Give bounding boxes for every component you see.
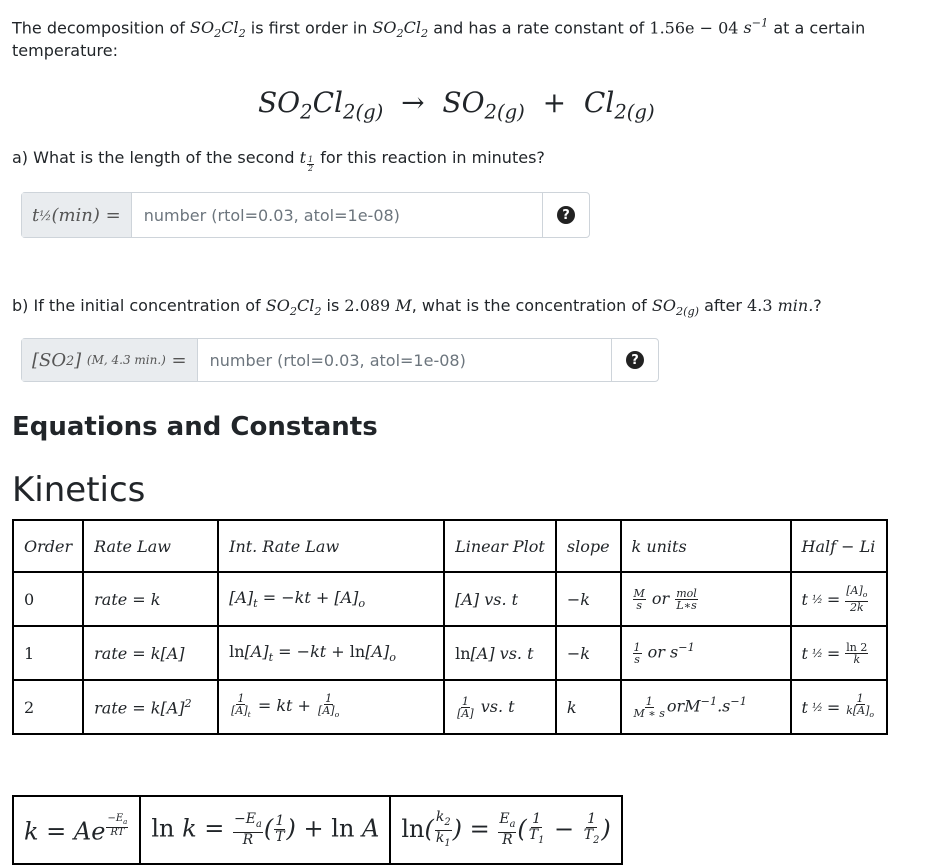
answer-a-label: t ½ (min) =: [22, 193, 132, 237]
header-half-life: Half − Li: [791, 520, 888, 572]
problem-statement-cont: temperature:: [12, 41, 118, 60]
order-cell: 0: [13, 572, 83, 626]
header-int-rate-law: Int. Rate Law: [218, 520, 444, 572]
int-rate-law-cell: $\frac{1}{[A]_t}$ = kt + $\frac{1}{[A]_o}$: [218, 680, 444, 734]
linear-arrhenius-equation: ln k = $\frac{-E_a}{R}$ ( $\frac{1}{T}$ ) + ln A: [140, 796, 390, 864]
answer-b-input[interactable]: [198, 339, 611, 381]
answer-b-group: [21, 338, 659, 382]
question-icon: ?: [557, 206, 575, 224]
elapsed-time: 4.3: [747, 296, 773, 315]
table-header-row: [13, 520, 887, 572]
rate-law-cell: rate = k[A]: [83, 626, 218, 680]
equations-heading: Equations and Constants: [12, 412, 378, 442]
half-life-cell: t ½ = $\frac{[A]_o}{2k}$: [791, 572, 888, 626]
header-slope: slope: [556, 520, 621, 572]
slope-cell: k: [556, 680, 621, 734]
species-so2cl2: $SO_2Cl_2$: [190, 18, 246, 41]
help-button-a[interactable]: [542, 193, 589, 237]
problem-statement: The decomposition of $SO_2Cl_2$ is first order in $SO_2Cl_2$ and has a rate constant of 1.56e − 04 $s^{-1}$ at a certain: [12, 17, 866, 41]
k-units-cell: $\frac{M}{s}$ or $\frac{\text{mol}}{L∗s}$: [621, 572, 791, 626]
kinetics-heading: Kinetics: [12, 470, 146, 510]
reaction-equation: $SO_2Cl_{2(g)} \to SO_{2(g)} + Cl_{2(g)}$: [258, 86, 655, 124]
header-linear-plot: Linear Plot: [444, 520, 556, 572]
question-icon: ?: [626, 351, 644, 369]
table-row: [13, 680, 887, 734]
arrhenius-equation: k = Ae $^{\frac{-E_a}{RT}}$: [13, 796, 140, 864]
table-row: [13, 626, 887, 680]
int-rate-law-cell: $[A]_t = -kt + [A]_o$: [218, 572, 444, 626]
question-a: a) What is the length of the second t $_{\frac{1}{2}}$ for this reaction in minutes?: [12, 148, 545, 173]
equations-table: [12, 795, 623, 865]
rate-constant: 1.56e − 04: [649, 18, 739, 38]
header-order: Order: [13, 520, 83, 572]
answer-a-group: [21, 192, 590, 238]
equations-row: [13, 796, 622, 864]
half-life-cell: t ½ = $\frac{1}{k[A]_o}$: [791, 680, 888, 734]
answer-a-input[interactable]: [132, 193, 542, 237]
question-b: b) If the initial concentration of $SO_2Cl_2$ is 2.089 M, what is the concentration of $SO_{2(g)}$ after 4.3 min.?: [12, 296, 822, 319]
table-row: [13, 572, 887, 626]
header-rate-law: Rate Law: [83, 520, 218, 572]
int-rate-law-cell: $\ln[A]_t = -kt + \ln[A]_o$: [218, 626, 444, 680]
kinetics-table: [12, 519, 888, 735]
order-cell: 1: [13, 626, 83, 680]
linear-plot-cell: ln[A] vs. t: [444, 626, 556, 680]
linear-plot-cell: [A] vs. t: [444, 572, 556, 626]
header-k-units: k units: [621, 520, 791, 572]
help-button-b[interactable]: [611, 339, 658, 381]
k-units-cell: $\frac{1}{M ∗ s}$ $orM^{-1}.s^{-1}$: [621, 680, 791, 734]
two-point-arrhenius-equation: ln( $\frac{k_2}{k_1}$ ) = $\frac{E_a}{R}$ ( $\frac{1}{T_1}$ − $\frac{1}{T_2}$ ): [390, 796, 621, 864]
slope-cell: −k: [556, 626, 621, 680]
rate-units: $s^{-1}$: [743, 17, 769, 38]
rate-law-cell: rate = k: [83, 572, 218, 626]
slope-cell: −k: [556, 572, 621, 626]
linear-plot-cell: $\frac{1}{[A]}$ vs. t: [444, 680, 556, 734]
k-units-cell: $\frac{1}{s}$ or $s^{-1}$: [621, 626, 791, 680]
answer-b-label: [SO 2 ] (M, 4.3 min.) =: [22, 339, 198, 381]
order-cell: 2: [13, 680, 83, 734]
half-life-cell: t ½ = $\frac{\ln 2}{k}$: [791, 626, 888, 680]
initial-concentration: 2.089: [344, 296, 391, 315]
rate-law-cell: rate = $k[A]^2$: [83, 680, 218, 734]
